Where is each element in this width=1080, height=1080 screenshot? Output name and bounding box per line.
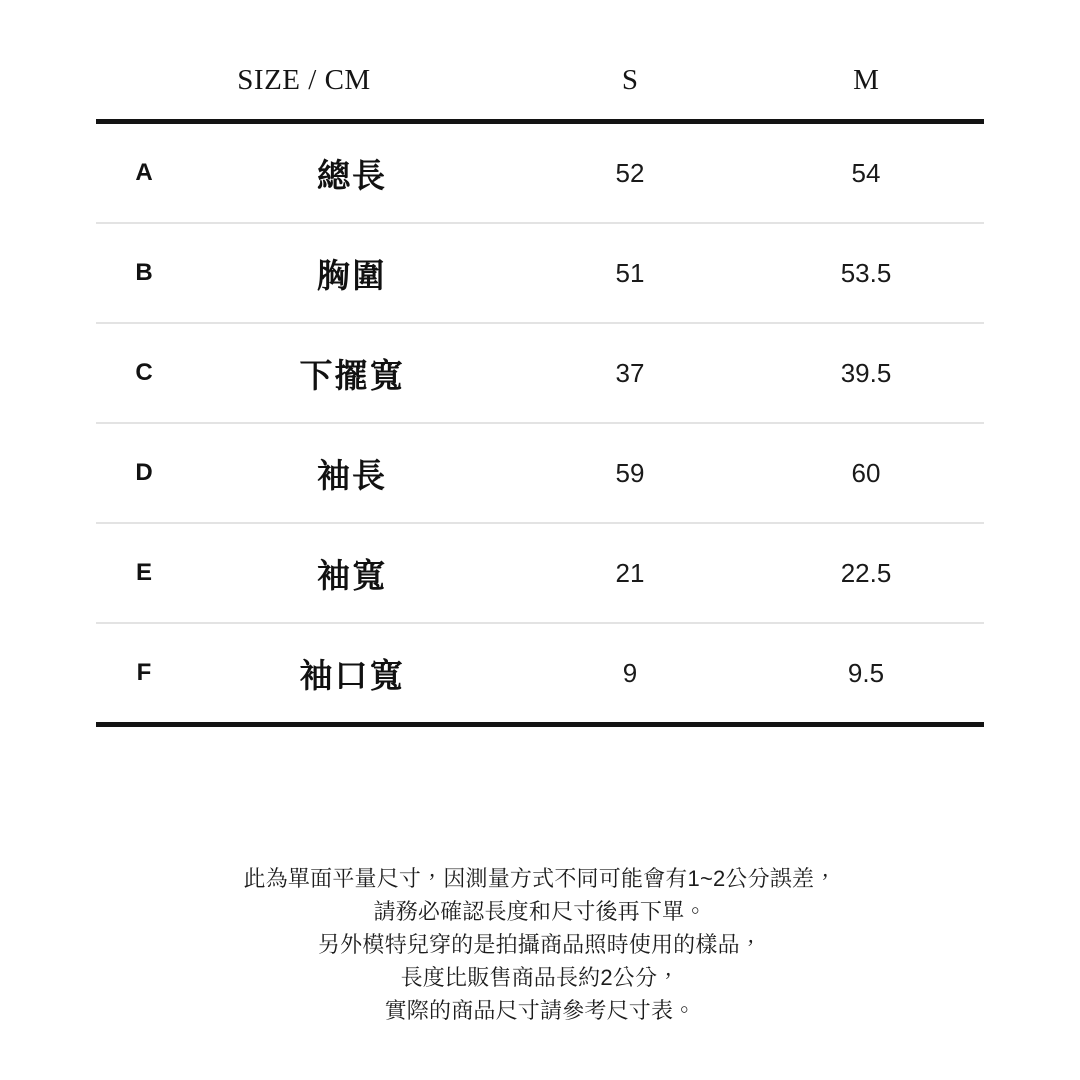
row-b-value-s: 51 — [512, 223, 748, 323]
row-key-d: D — [96, 423, 192, 523]
size-table-container — [96, 64, 984, 727]
row-label-e: 袖寬 — [192, 523, 512, 623]
measurement-notes — [0, 862, 1080, 1027]
row-label-f: 袖口寬 — [192, 623, 512, 725]
row-a-value-s: 52 — [512, 122, 748, 224]
note-line-2: 請務必確認長度和尺寸後再下單。 — [373, 899, 707, 924]
table-row — [96, 423, 984, 523]
row-d-value-m: 60 — [748, 423, 984, 523]
row-label-d: 袖長 — [192, 423, 512, 523]
row-key-c: C — [96, 323, 192, 423]
row-c-value-s: 37 — [512, 323, 748, 423]
row-f-value-s: 9 — [512, 623, 748, 725]
column-header-m: M — [748, 64, 984, 122]
row-label-a: 總長 — [192, 122, 512, 224]
row-e-value-s: 21 — [512, 523, 748, 623]
row-key-e: E — [96, 523, 192, 623]
table-row — [96, 323, 984, 423]
row-key-f: F — [96, 623, 192, 725]
table-row — [96, 523, 984, 623]
column-header-s: S — [512, 64, 748, 122]
table-row — [96, 122, 984, 224]
size-table-body — [96, 122, 984, 725]
table-row — [96, 623, 984, 725]
row-c-value-m: 39.5 — [748, 323, 984, 423]
row-d-value-s: 59 — [512, 423, 748, 523]
row-key-b: B — [96, 223, 192, 323]
row-a-value-m: 54 — [748, 122, 984, 224]
row-b-value-m: 53.5 — [748, 223, 984, 323]
table-row — [96, 223, 984, 323]
column-header-size: SIZE / CM — [96, 64, 512, 122]
size-table — [96, 64, 984, 727]
row-key-a: A — [96, 122, 192, 224]
note-line-1: 此為單面平量尺寸，因測量方式不同可能會有1~2公分誤差， — [243, 866, 837, 891]
note-line-3: 另外模特兒穿的是拍攝商品照時使用的樣品， — [317, 932, 762, 957]
row-e-value-m: 22.5 — [748, 523, 984, 623]
row-f-value-m: 9.5 — [748, 623, 984, 725]
row-label-c: 下擺寬 — [192, 323, 512, 423]
note-line-5: 實際的商品尺寸請參考尺寸表。 — [384, 998, 696, 1023]
row-label-b: 胸圍 — [192, 223, 512, 323]
table-header-row — [96, 64, 984, 122]
size-table-head — [96, 64, 984, 122]
note-line-4: 長度比販售商品長約2公分， — [400, 965, 680, 990]
